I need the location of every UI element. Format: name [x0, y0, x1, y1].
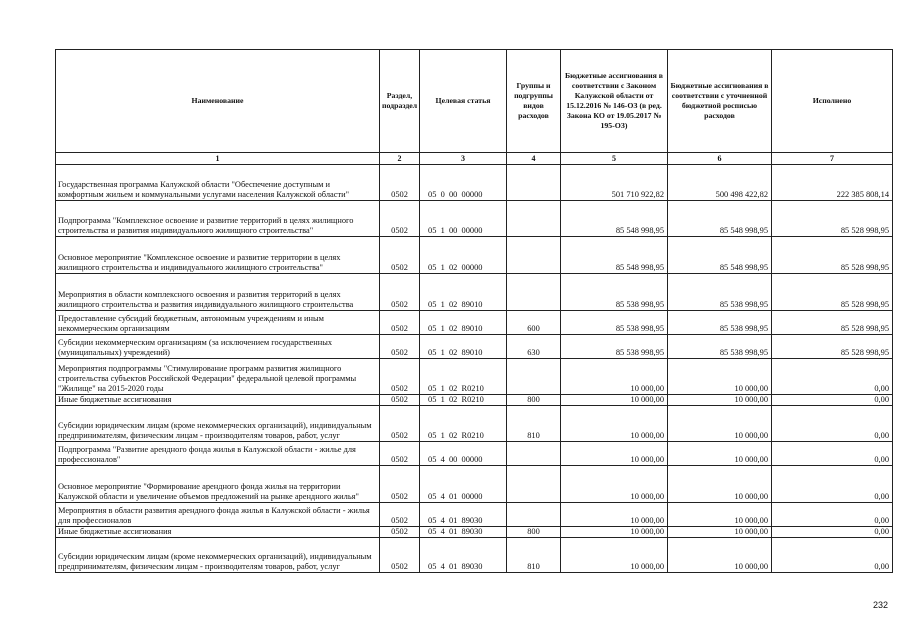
row-refined-appropriation: 10 000,00	[668, 442, 772, 466]
header-refined-appropriations: Бюджетные ассигнования в соответствии с уточненной бюджетной росписью расходов	[668, 50, 772, 153]
row-refined-appropriation: 10 000,00	[668, 406, 772, 442]
row-target-article: 05 4 01 89030	[420, 503, 507, 527]
row-executed: 0,00	[772, 466, 893, 503]
table-row	[56, 311, 893, 335]
column-number-row	[56, 153, 893, 165]
row-refined-appropriation: 10 000,00	[668, 503, 772, 527]
row-name: Субсидии юридическим лицам (кроме некоммерческих организаций), индивидуальным предпринимателям, физическим лицам - производителям товаров, работ, услуг	[56, 406, 380, 442]
row-executed: 0,00	[772, 527, 893, 538]
row-refined-appropriation: 10 000,00	[668, 395, 772, 406]
row-expense-group: 810	[507, 406, 561, 442]
row-law-appropriation: 10 000,00	[561, 527, 668, 538]
row-law-appropriation: 10 000,00	[561, 395, 668, 406]
row-expense-group: 800	[507, 527, 561, 538]
table-row	[56, 466, 893, 503]
table-row	[56, 527, 893, 538]
row-section: 0502	[380, 395, 420, 406]
row-expense-group: 800	[507, 395, 561, 406]
row-refined-appropriation: 10 000,00	[668, 527, 772, 538]
column-number: 6	[668, 153, 772, 165]
row-law-appropriation: 10 000,00	[561, 442, 668, 466]
row-expense-group	[507, 359, 561, 395]
row-executed: 0,00	[772, 395, 893, 406]
row-name: Подпрограмма "Развитие арендного фонда жилья в Калужской области - жилье для профессионалов"	[56, 442, 380, 466]
row-refined-appropriation: 85 538 998,95	[668, 274, 772, 311]
row-target-article: 05 1 02 89010	[420, 311, 507, 335]
row-name: Мероприятия подпрограммы "Стимулирование программ развития жилищного строительства субъектов Российской Федерации" федеральной целевой программы "Жилище" на 2015-2020 годы	[56, 359, 380, 395]
row-target-article: 05 1 02 R0210	[420, 359, 507, 395]
row-law-appropriation: 85 538 998,95	[561, 274, 668, 311]
row-executed: 85 528 998,95	[772, 335, 893, 359]
row-expense-group	[507, 237, 561, 274]
header-name: Наименование	[56, 50, 380, 153]
row-target-article: 05 4 01 89030	[420, 538, 507, 573]
row-refined-appropriation: 10 000,00	[668, 538, 772, 573]
row-section: 0502	[380, 201, 420, 237]
row-refined-appropriation: 85 538 998,95	[668, 311, 772, 335]
row-executed: 0,00	[772, 503, 893, 527]
header-groups: Группы и подгруппы видов расходов	[507, 50, 561, 153]
row-executed: 85 528 998,95	[772, 237, 893, 274]
row-refined-appropriation: 85 538 998,95	[668, 335, 772, 359]
row-executed: 0,00	[772, 442, 893, 466]
row-executed: 0,00	[772, 406, 893, 442]
header-executed: Исполнено	[772, 50, 893, 153]
row-name: Основное мероприятие "Формирование арендного фонда жилья на территории Калужской области и увеличение объемов предложений на рынке арендного жилья"	[56, 466, 380, 503]
row-expense-group: 600	[507, 311, 561, 335]
header-section: Раздел, подраздел	[380, 50, 420, 153]
row-law-appropriation: 10 000,00	[561, 503, 668, 527]
row-section: 0502	[380, 466, 420, 503]
table-row	[56, 274, 893, 311]
table-row	[56, 442, 893, 466]
table-row	[56, 201, 893, 237]
column-number: 1	[56, 153, 380, 165]
row-expense-group: 630	[507, 335, 561, 359]
row-law-appropriation: 85 538 998,95	[561, 335, 668, 359]
row-executed: 0,00	[772, 538, 893, 573]
row-name: Иные бюджетные ассигнования	[56, 395, 380, 406]
row-target-article: 05 0 00 00000	[420, 165, 507, 201]
column-number: 4	[507, 153, 561, 165]
row-name: Мероприятия в области развития арендного фонда жилья в Калужской области - жилья для профессионалов	[56, 503, 380, 527]
row-expense-group: 810	[507, 538, 561, 573]
row-name: Иные бюджетные ассигнования	[56, 527, 380, 538]
column-number: 7	[772, 153, 893, 165]
row-target-article: 05 1 02 89010	[420, 335, 507, 359]
row-executed: 0,00	[772, 359, 893, 395]
row-law-appropriation: 85 538 998,95	[561, 311, 668, 335]
row-expense-group	[507, 466, 561, 503]
row-name: Субсидии юридическим лицам (кроме некоммерческих организаций), индивидуальным предпринимателям, физическим лицам - производителям товаров, работ, услуг	[56, 538, 380, 573]
row-refined-appropriation: 500 498 422,82	[668, 165, 772, 201]
row-expense-group	[507, 442, 561, 466]
column-number: 3	[420, 153, 507, 165]
row-name: Государственная программа Калужской области "Обеспечение доступным и комфортным жильем и коммунальными услугами населения Калужской области"	[56, 165, 380, 201]
row-target-article: 05 1 02 00000	[420, 237, 507, 274]
row-executed: 85 528 998,95	[772, 201, 893, 237]
row-law-appropriation: 10 000,00	[561, 406, 668, 442]
row-section: 0502	[380, 311, 420, 335]
row-name: Субсидии некоммерческим организациям (за исключением государственных (муниципальных) учреждений)	[56, 335, 380, 359]
row-target-article: 05 1 02 R0210	[420, 395, 507, 406]
row-name: Предоставление субсидий бюджетным, автономным учреждениям и иным некоммерческим организациям	[56, 311, 380, 335]
row-section: 0502	[380, 237, 420, 274]
row-executed: 222 385 808,14	[772, 165, 893, 201]
row-law-appropriation: 85 548 998,95	[561, 201, 668, 237]
row-refined-appropriation: 85 548 998,95	[668, 237, 772, 274]
row-section: 0502	[380, 165, 420, 201]
row-law-appropriation: 10 000,00	[561, 466, 668, 503]
row-target-article: 05 1 00 00000	[420, 201, 507, 237]
table-row	[56, 359, 893, 395]
budget-table	[55, 49, 893, 573]
header-law-appropriations: Бюджетные ассигнования в соответствии с Законом Калужской области от 15.12.2016 № 146-ОЗ (в ред. Закона КО от 19.05.2017 № 195-ОЗ)	[561, 50, 668, 153]
row-law-appropriation: 10 000,00	[561, 538, 668, 573]
row-section: 0502	[380, 527, 420, 538]
table-row	[56, 237, 893, 274]
row-target-article: 05 4 01 00000	[420, 466, 507, 503]
row-name: Основное мероприятие "Комплексное освоение и развитие территории в целях жилищного строительства и индивидуального жилищного строительства"	[56, 237, 380, 274]
row-law-appropriation: 501 710 922,82	[561, 165, 668, 201]
row-executed: 85 528 998,95	[772, 311, 893, 335]
row-target-article: 05 1 02 R0210	[420, 406, 507, 442]
row-section: 0502	[380, 442, 420, 466]
row-target-article: 05 4 01 89030	[420, 527, 507, 538]
row-expense-group	[507, 165, 561, 201]
table-body	[56, 165, 893, 573]
row-expense-group	[507, 201, 561, 237]
header-row	[56, 50, 893, 153]
page-number: 232	[872, 600, 888, 610]
row-refined-appropriation: 10 000,00	[668, 466, 772, 503]
row-section: 0502	[380, 335, 420, 359]
column-number: 2	[380, 153, 420, 165]
row-law-appropriation: 10 000,00	[561, 359, 668, 395]
row-name: Мероприятия в области комплексного освоения и развития территорий в целях жилищного строительства и развития индивидуального жилищного строительства	[56, 274, 380, 311]
column-number: 5	[561, 153, 668, 165]
row-expense-group	[507, 503, 561, 527]
row-refined-appropriation: 85 548 998,95	[668, 201, 772, 237]
row-section: 0502	[380, 406, 420, 442]
row-section: 0502	[380, 503, 420, 527]
header-target: Целевая статья	[420, 50, 507, 153]
row-target-article: 05 1 02 89010	[420, 274, 507, 311]
table-row	[56, 503, 893, 527]
row-section: 0502	[380, 538, 420, 573]
table-row	[56, 406, 893, 442]
row-name: Подпрограмма "Комплексное освоение и развитие территорий в целях жилищного строительства и развития индивидуального жилищного строительства"	[56, 201, 380, 237]
row-expense-group	[507, 274, 561, 311]
row-executed: 85 528 998,95	[772, 274, 893, 311]
table-row	[56, 165, 893, 201]
table-row	[56, 335, 893, 359]
row-section: 0502	[380, 359, 420, 395]
row-section: 0502	[380, 274, 420, 311]
table-row	[56, 538, 893, 573]
row-refined-appropriation: 10 000,00	[668, 359, 772, 395]
row-target-article: 05 4 00 00000	[420, 442, 507, 466]
row-law-appropriation: 85 548 998,95	[561, 237, 668, 274]
table-row	[56, 395, 893, 406]
